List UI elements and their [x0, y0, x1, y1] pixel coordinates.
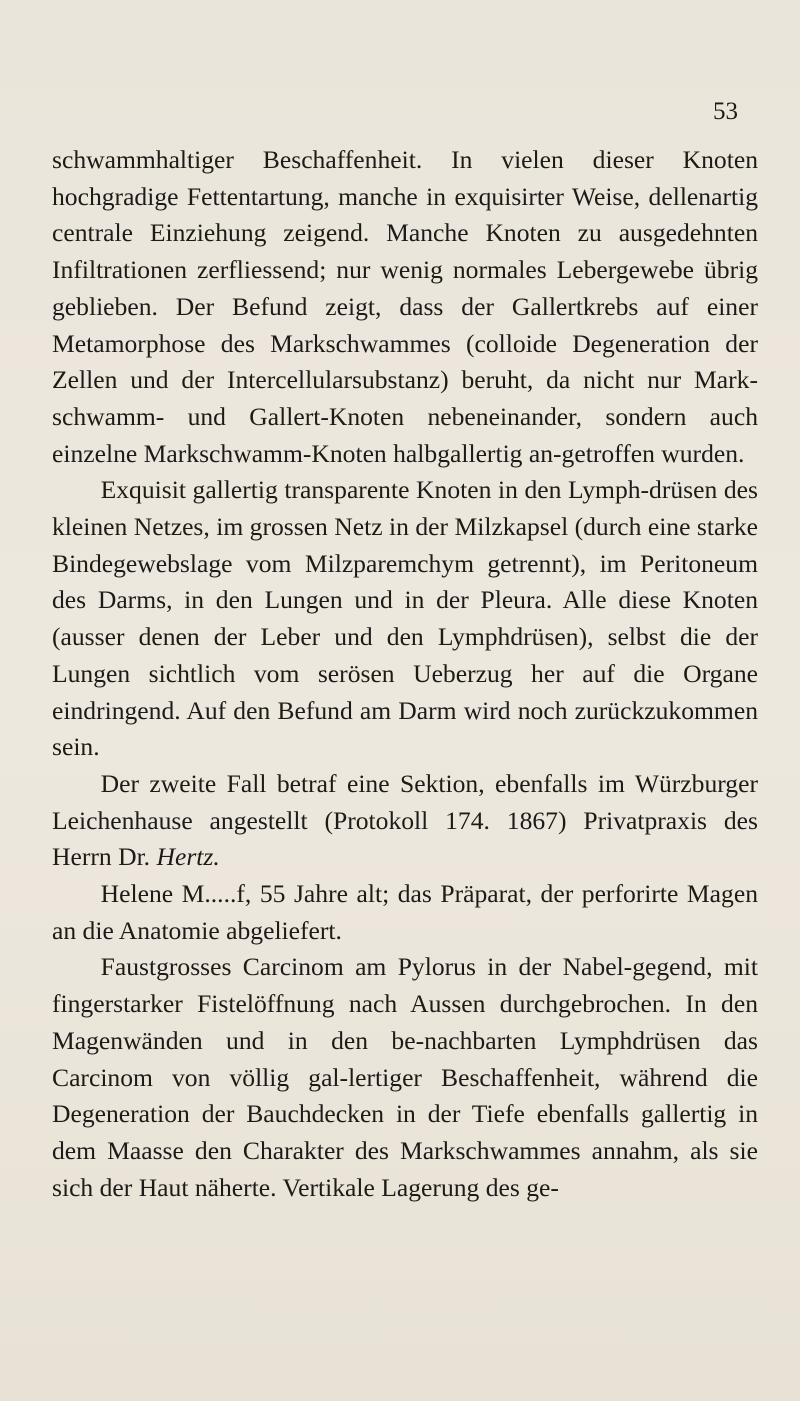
author-name: Hertz.	[156, 842, 220, 872]
paragraph-3-text: Der zweite Fall betraf eine Sektion, ebenfalls im Würzburger Leichenhause angestellt (Protokoll 174. 1867) Privatpraxis des Herrn Dr.	[52, 768, 758, 872]
body-text	[52, 142, 758, 1206]
paragraph-3	[52, 766, 758, 876]
page-number: 53	[713, 98, 738, 125]
paragraph-5: Faustgrosses Carcinom am Pylorus in der Nabel-gegend, mit fingerstarker Fistelöffnung nach Aussen durchgebrochen. In den Magenwänden und in den be-nachbarten Lymphdrüsen das Carcinom von völlig gal-lertiger Beschaffenheit, während die Degeneration der Bauchdecken in der Tiefe ebenfalls gallertig in dem Maasse den Charakter des Markschwammes annahm, als sie sich der Haut näherte. Vertikale Lagerung des ge-	[52, 952, 758, 1202]
paragraph-4: Helene M.....f, 55 Jahre alt; das Präparat, der perforirte Magen an die Anatomie abgeliefert.	[52, 879, 758, 945]
paragraph-1: schwammhaltiger Beschaffenheit. In vielen dieser Knoten hochgradige Fettentartung, manche in exquisirter Weise, dellenartig centrale Einziehung zeigend. Manche Knoten zu ausgedehnten Infiltrationen zerfliessend; nur wenig normales Lebergewebe übrig geblieben. Der Befund zeigt, dass der Gallertkrebs auf einer Metamorphose des Markschwammes (colloide Degeneration der Zellen und der Intercellularsubstanz) beruht, da nicht nur Mark-schwamm- und Gallert-Knoten nebeneinander, sondern auch einzelne Markschwamm-Knoten halbgallertig an-getroffen wurden.	[52, 145, 758, 468]
paragraph-2: Exquisit gallertig transparente Knoten in den Lymph-drüsen des kleinen Netzes, im grossen Netz in der Milzkapsel (durch eine starke Bindegewebslage vom Milzparemchym getrennt), im Peritoneum des Darms, in den Lungen und in der Pleura. Alle diese Knoten (ausser denen der Leber und den Lymphdrüsen), selbst die der Lungen sichtlich vom serösen Ueberzug her auf die Organe eindringend. Auf den Befund am Darm wird noch zurückzukommen sein.	[52, 475, 758, 762]
